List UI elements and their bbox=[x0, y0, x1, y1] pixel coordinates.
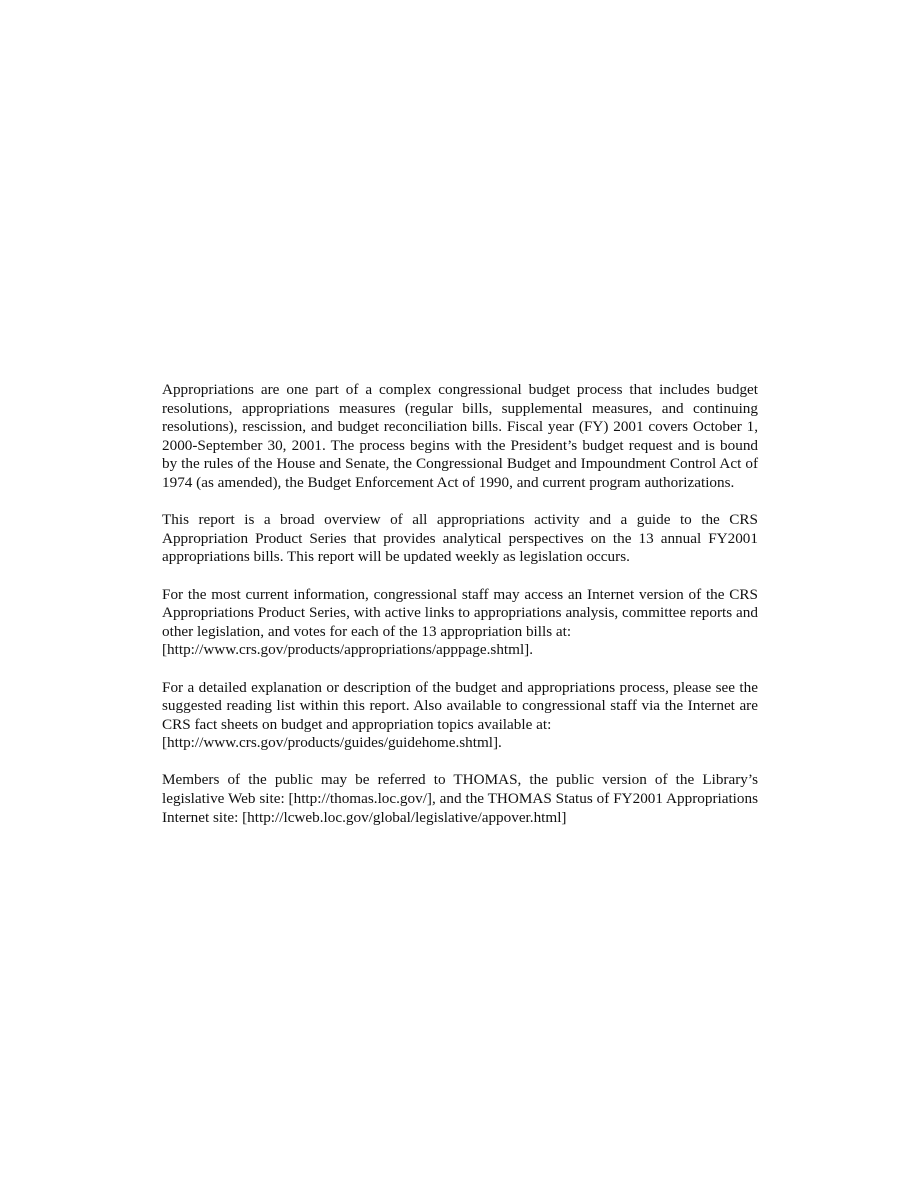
appropriations-url[interactable]: [http://www.crs.gov/products/appropriations/apppage.shtml]. bbox=[162, 641, 534, 659]
paragraph-thomas bbox=[162, 771, 758, 827]
paragraph-budget-process bbox=[162, 381, 758, 493]
paragraph-report-overview-text: This report is a broad overview of all appropriations activity and a guide to the CRS Appropriation Product Series that provides analytical perspectives on the 13 annual FY2001 appropriations bills. This report will be updated weekly as legislation occurs. bbox=[162, 511, 758, 566]
paragraph-current-information-text: For the most current information, congressional staff may access an Internet version of the CRS Appropriations Product Series, with active links to appropriations analysis, committee reports and other legislation, and votes for each of the 13 appropriation bills at: bbox=[162, 585, 758, 640]
paragraph-report-overview bbox=[162, 511, 758, 567]
guides-url[interactable]: [http://www.crs.gov/products/guides/guidehome.shtml]. bbox=[162, 734, 502, 752]
paragraph-budget-process-text: Appropriations are one part of a complex congressional budget process that includes budget resolutions, appropriations measures (regular bills, supplemental measures, and continuing resolutions), rescission, and budget reconciliation bills. Fiscal year (FY) 2001 covers October 1, 2000-September 30, 2001. The process begins with the President’s budget request and is bound by the rules of the House and Senate, the Congressional Budget and Impoundment Control Act of 1974 (as amended), the Budget Enforcement Act of 1990, and current program authorizations. bbox=[162, 381, 758, 491]
paragraph-detailed-explanation bbox=[162, 679, 758, 753]
paragraph-thomas-text: Members of the public may be referred to THOMAS, the public version of the Library’s legislative Web site: [http://thomas.loc.gov/], and the THOMAS Status of FY2001 Appropriations Internet site: [http://lcweb.loc.gov/global/legislative/appover.html] bbox=[162, 771, 758, 826]
summary-body bbox=[162, 381, 758, 827]
paragraph-detailed-explanation-text: For a detailed explanation or description of the budget and appropriations process, please see the suggested reading list within this report. Also available to congressional staff via the Internet are CRS fact sheets on budget and appropriation topics available at: bbox=[162, 678, 758, 733]
paragraph-current-information bbox=[162, 586, 758, 660]
